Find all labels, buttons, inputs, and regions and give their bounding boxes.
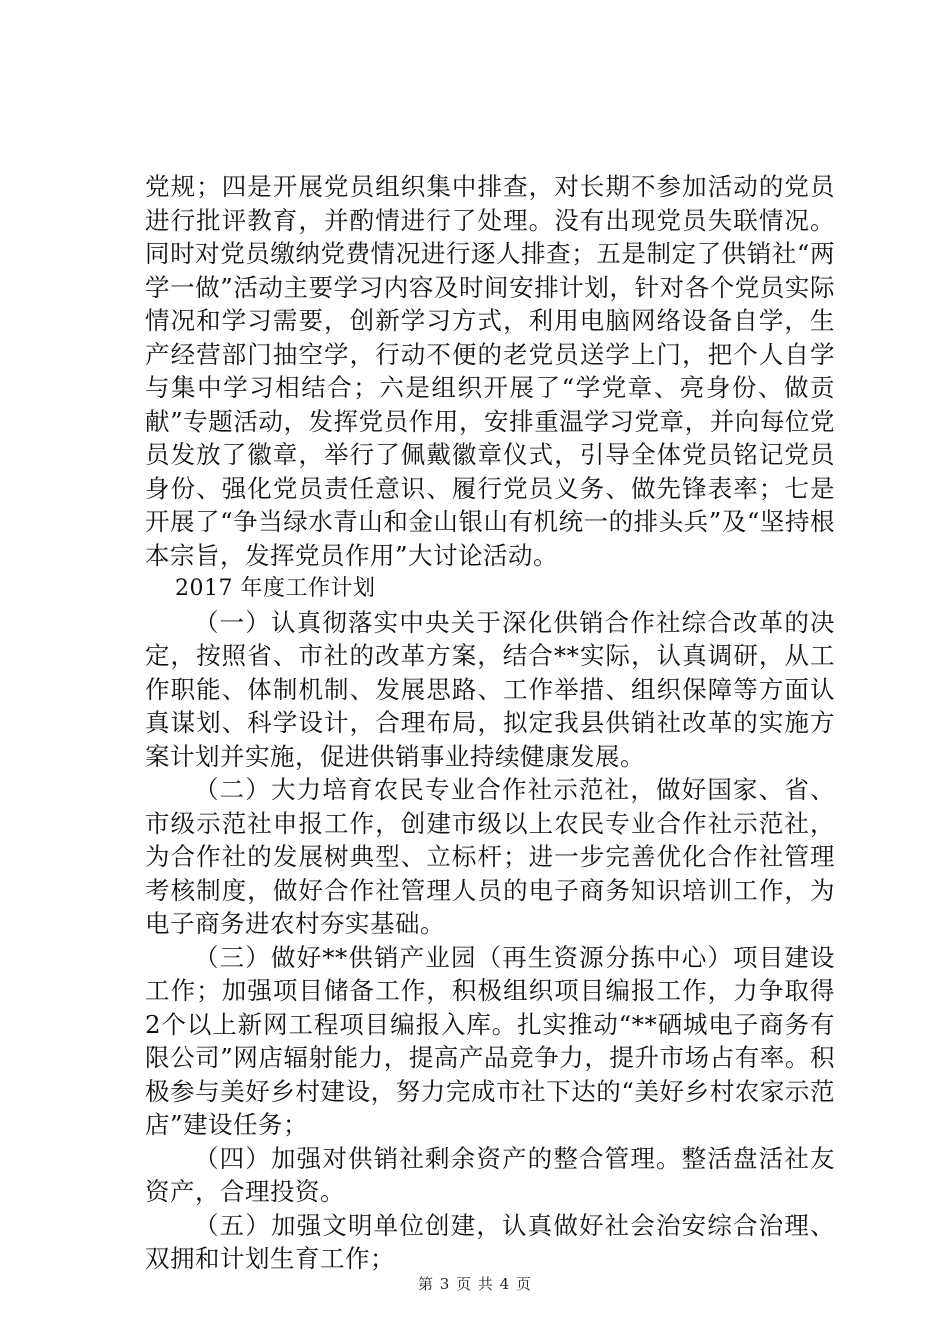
section-heading-work-plan: 2017 年度工作计划 bbox=[175, 576, 376, 601]
page-number-footer: 第 3 页 共 4 页 bbox=[418, 1275, 532, 1293]
paragraph-plan-item-4: （四）加强对供销社剩余资产的整合管理。整活盘活社友资产，合理投资。 bbox=[145, 1143, 835, 1206]
paragraph-plan-item-3: （三）做好**供销产业园（再生资源分拣中心）项目建设工作；加强项目储备工作，积极组织项目编报工作，力争取得2个以上新网工程项目编报入库。扎实推动“**硒城电子商务有限公司”网店辐射能力，提高产品竞争力，提升市场占有率。积极参与美好乡村建设，努力完成市社下达的“美好乡村农家示范店”建设任务； bbox=[145, 942, 835, 1139]
document-body bbox=[145, 170, 835, 1276]
paragraph-plan-item-1: （一）认真彻落实中央关于深化供销合作社综合改革的决定，按照省、市社的改革方案，结合**实际，认真调研，从工作职能、体制机制、发展思路、工作举措、组织保障等方面认真谋划、科学设计，合理布局，拟定我县供销社改革的实施方案计划并实施，促进供销事业持续健康发展。 bbox=[145, 607, 835, 771]
paragraph-plan-item-5: （五）加强文明单位创建，认真做好社会治安综合治理、双拥和计划生育工作； bbox=[145, 1210, 835, 1273]
paragraph-party-activities: 党规；四是开展党员组织集中排查，对长期不参加活动的党员进行批评教育，并酌情进行了处理。没有出现党员失联情况。同时对党员缴纳党费情况进行逐人排查；五是制定了供销社“两学一做”活动主要学习内容及时间安排计划，针对各个党员实际情况和学习需要，创新学习方式，利用电脑网络设备自学，生产经营部门抽空学，行动不便的老党员送学上门，把个人自学与集中学习相结合；六是组织开展了“学党章、亮身份、做贡献”专题活动，发挥党员作用，安排重温学习党章，并向每位党员发放了徽章，举行了佩戴徽章仪式，引导全体党员铭记党员身份、强化党员责任意识、履行党员义务、做先锋表率；七是开展了“争当绿水青山和金山银山有机统一的排头兵”及“坚持根本宗旨，发挥党员作用”大讨论活动。 bbox=[145, 172, 835, 570]
paragraph-plan-item-2: （二）大力培育农民专业合作社示范社，做好国家、省、市级示范社申报工作，创建市级以上农民专业合作社示范社，为合作社的发展树典型、立标杆；进一步完善优化合作社管理考核制度，做好合作社管理人员的电子商务知识培训工作，为电子商务进农村夯实基础。 bbox=[145, 775, 835, 938]
